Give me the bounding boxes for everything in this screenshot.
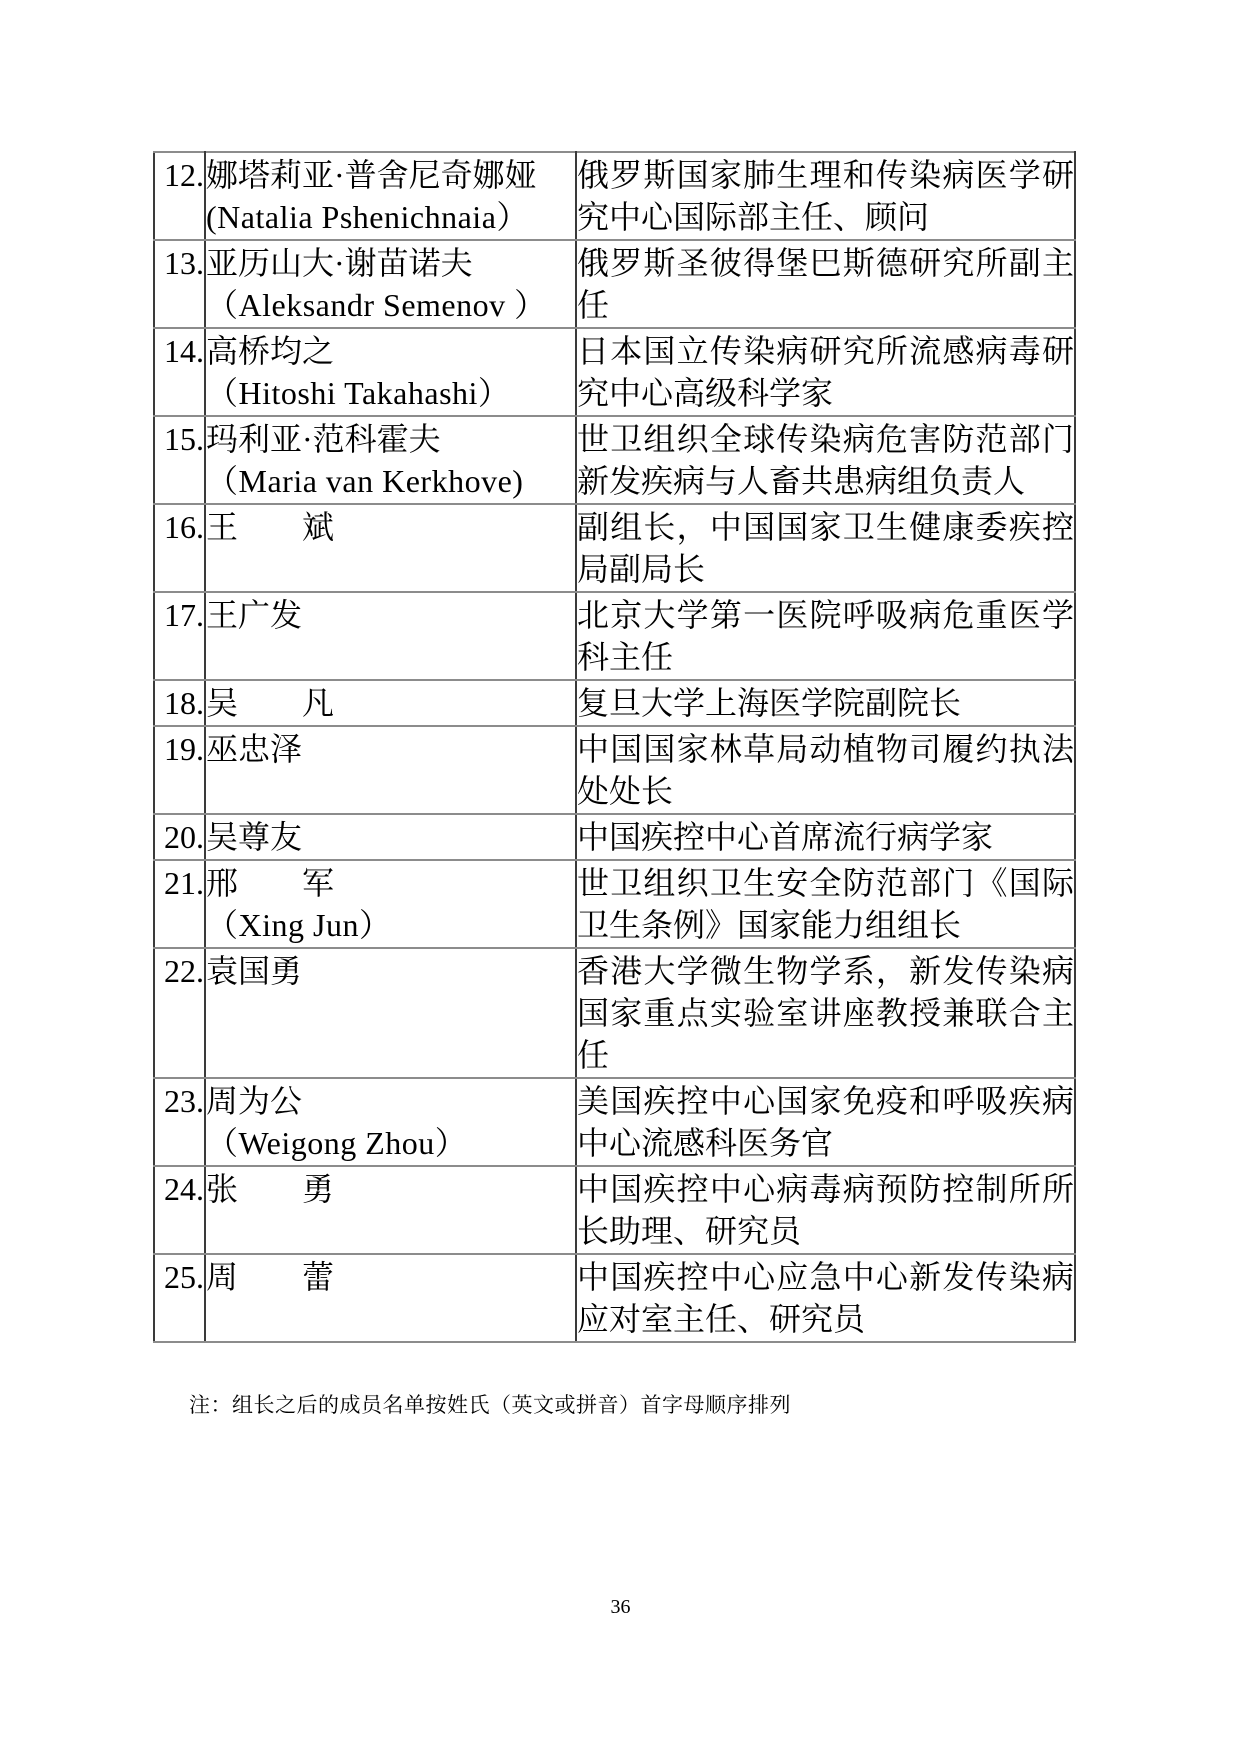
member-name-cell bbox=[205, 240, 576, 328]
member-title-cell: 副组长，中国国家卫生健康委疾控局副局长 bbox=[576, 504, 1075, 592]
table-row bbox=[154, 948, 1075, 1078]
row-number: 18. bbox=[154, 680, 205, 726]
member-name-cell bbox=[205, 1166, 576, 1254]
footnote: 注：组长之后的成员名单按姓氏（英文或拼音）首字母顺序排列 bbox=[189, 1393, 791, 1417]
row-number: 25. bbox=[154, 1254, 205, 1342]
member-name-en: （Maria van Kerkhove) bbox=[206, 463, 524, 499]
member-name-cell bbox=[205, 1078, 576, 1166]
member-title-cell: 世卫组织全球传染病危害防范部门新发疾病与人畜共患病组负责人 bbox=[576, 416, 1075, 504]
member-name-en: (Natalia Pshenichnaia） bbox=[206, 199, 529, 235]
member-title-cell: 中国疾控中心病毒病预防控制所所长助理、研究员 bbox=[576, 1166, 1075, 1254]
member-name-zh: 高桥均之 bbox=[206, 333, 335, 369]
table-row bbox=[154, 152, 1075, 240]
table-row bbox=[154, 680, 1075, 726]
table-row bbox=[154, 328, 1075, 416]
row-number: 14. bbox=[154, 328, 205, 416]
member-name-cell bbox=[205, 592, 576, 680]
row-number: 16. bbox=[154, 504, 205, 592]
row-number: 12. bbox=[154, 152, 205, 240]
member-name-cell bbox=[205, 860, 576, 948]
member-title-cell: 世卫组织卫生安全防范部门《国际卫生条例》国家能力组组长 bbox=[576, 860, 1075, 948]
member-name-zh: 巫忠泽 bbox=[206, 731, 303, 767]
member-title-cell: 复旦大学上海医学院副院长 bbox=[576, 680, 1075, 726]
member-name-cell bbox=[205, 948, 576, 1078]
table-row bbox=[154, 814, 1075, 860]
table-row bbox=[154, 726, 1075, 814]
row-number: 21. bbox=[154, 860, 205, 948]
table-row bbox=[154, 504, 1075, 592]
row-number: 23. bbox=[154, 1078, 205, 1166]
member-table bbox=[153, 151, 1076, 1343]
row-number: 13. bbox=[154, 240, 205, 328]
member-name-cell bbox=[205, 152, 576, 240]
table-row bbox=[154, 416, 1075, 504]
member-title-cell: 俄罗斯圣彼得堡巴斯德研究所副主任 bbox=[576, 240, 1075, 328]
row-number: 17. bbox=[154, 592, 205, 680]
member-name-zh: 张 勇 bbox=[206, 1171, 335, 1207]
row-number: 20. bbox=[154, 814, 205, 860]
table-row bbox=[154, 1166, 1075, 1254]
member-title-cell: 俄罗斯国家肺生理和传染病医学研究中心国际部主任、顾问 bbox=[576, 152, 1075, 240]
member-name-zh: 王广发 bbox=[206, 597, 303, 633]
member-title-cell: 中国疾控中心应急中心新发传染病应对室主任、研究员 bbox=[576, 1254, 1075, 1342]
page-number: 36 bbox=[610, 1596, 631, 1618]
member-name-zh: 吴 凡 bbox=[206, 685, 335, 721]
member-title-cell: 日本国立传染病研究所流感病毒研究中心高级科学家 bbox=[576, 328, 1075, 416]
row-number: 24. bbox=[154, 1166, 205, 1254]
table-row bbox=[154, 240, 1075, 328]
member-title-cell: 中国国家林草局动植物司履约执法处处长 bbox=[576, 726, 1075, 814]
member-name-zh: 周为公 bbox=[206, 1083, 303, 1119]
table-row bbox=[154, 592, 1075, 680]
member-name-cell bbox=[205, 328, 576, 416]
table-row bbox=[154, 1078, 1075, 1166]
member-name-zh: 玛利亚·范科霍夫 bbox=[206, 421, 441, 457]
member-name-cell bbox=[205, 680, 576, 726]
member-name-cell bbox=[205, 504, 576, 592]
member-name-en: （Weigong Zhou） bbox=[206, 1125, 468, 1161]
member-title-cell: 香港大学微生物学系，新发传染病国家重点实验室讲座教授兼联合主任 bbox=[576, 948, 1075, 1078]
member-name-en: （Aleksandr Semenov ） bbox=[206, 287, 547, 323]
member-name-zh: 王 斌 bbox=[206, 509, 335, 545]
member-name-zh: 邢 军 bbox=[206, 865, 335, 901]
member-title-cell: 北京大学第一医院呼吸病危重医学科主任 bbox=[576, 592, 1075, 680]
member-name-zh: 吴尊友 bbox=[206, 819, 303, 855]
member-name-zh: 周 蕾 bbox=[206, 1259, 335, 1295]
row-number: 15. bbox=[154, 416, 205, 504]
member-name-cell bbox=[205, 814, 576, 860]
row-number: 22. bbox=[154, 948, 205, 1078]
table-row bbox=[154, 1254, 1075, 1342]
member-name-zh: 娜塔莉亚·普舍尼奇娜娅 bbox=[206, 157, 537, 193]
member-name-zh: 袁国勇 bbox=[206, 953, 303, 989]
member-title-cell: 美国疾控中心国家免疫和呼吸疾病中心流感科医务官 bbox=[576, 1078, 1075, 1166]
member-name-en: （Hitoshi Takahashi） bbox=[206, 375, 511, 411]
member-table-body bbox=[154, 152, 1075, 1342]
member-name-en: （Xing Jun） bbox=[206, 907, 392, 943]
member-name-cell bbox=[205, 416, 576, 504]
row-number: 19. bbox=[154, 726, 205, 814]
member-title-cell: 中国疾控中心首席流行病学家 bbox=[576, 814, 1075, 860]
table-row bbox=[154, 860, 1075, 948]
member-name-zh: 亚历山大·谢苗诺夫 bbox=[206, 245, 473, 281]
member-name-cell bbox=[205, 726, 576, 814]
member-name-cell bbox=[205, 1254, 576, 1342]
